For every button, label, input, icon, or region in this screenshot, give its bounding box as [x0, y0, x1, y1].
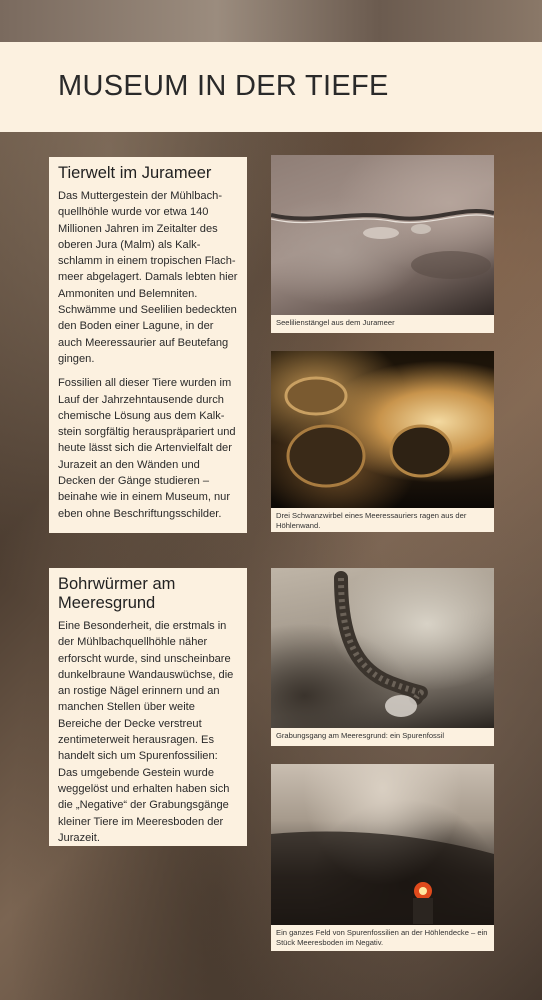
photo-seelilien [271, 155, 494, 315]
photo-schwanzwirbel [271, 351, 494, 508]
text-panel-bohrwuermer [49, 568, 247, 846]
text-panel-jurameer [49, 157, 247, 533]
section-heading-jurameer: Tierwelt im Jurameer [58, 164, 212, 182]
vertebrae-illustration [271, 351, 494, 508]
page-title: MUSEUM IN DER TIEFE [58, 70, 389, 102]
photo-spurenfossilien-feld [271, 764, 494, 925]
photo-grabungsgang [271, 568, 494, 728]
photo-caption: Drei Schwanzwirbel eines Meeressauriers ragen aus der Höhlenwand. [271, 508, 494, 532]
fossil-stem-illustration [271, 155, 494, 315]
section-paragraph: Fossilien all dieser Tiere wurden im Lauf der Jahrzehntausende durch chemische Lösung aus dem Kalk-stein sorgfältig herauspräpariert und heute lässt sich die Artenvielfalt der Jurazeit an den Wänden und Decken der Gänge studieren – beinahe wie in einem Museum, nur eben ohne Beschriftungsschilder. [58, 377, 236, 520]
cave-ceiling-illustration [271, 764, 494, 925]
photo-caption: Seelilienstängel aus dem Jurameer [271, 315, 494, 333]
burrow-illustration [271, 568, 494, 728]
section-paragraph: Das Muttergestein der Mühlbach-quellhöhle wurde vor etwa 140 Millionen Jahren im Zeitalter des oberen Jura (Malm) als Kalk-schlamm in einem tropischen Flach-meer abgelagert. Damals lebten hier Ammoniten und Belemniten. Schwämme und Seelilien bedeckten den Boden einer Lagune, in der auch Meeressaurier auf Beutefang gingen. [58, 190, 238, 365]
photo-caption: Grabungsgang am Meeresgrund: ein Spurenfossil [271, 728, 494, 746]
section-heading-bohrwuermer: Bohrwürmer am Meeresgrund [58, 575, 176, 612]
title-banner [0, 42, 542, 132]
section-paragraph: Eine Besonderheit, die erstmals in der Mühlbachquellhöhle näher erforscht wurde, sind unscheinbare dunkelbraune Wandauswüchse, die an rostige Nägel erinnern und an manchen Stellen über weite Bereiche der Decke verstreut zentimeterweit herausragen. Es handelt sich um Spurenfossilien: Das umgebende Gestein wurde weggelöst und erhalten haben sich die „Negative“ der Grabungsgänge kleiner Tiere im Meeresboden der Jurazeit. [58, 620, 234, 844]
photo-caption: Ein ganzes Feld von Spurenfossilien an der Höhlendecke – ein Stück Meeresboden im Negativ. [271, 925, 494, 951]
rock-texture-top [0, 0, 542, 42]
